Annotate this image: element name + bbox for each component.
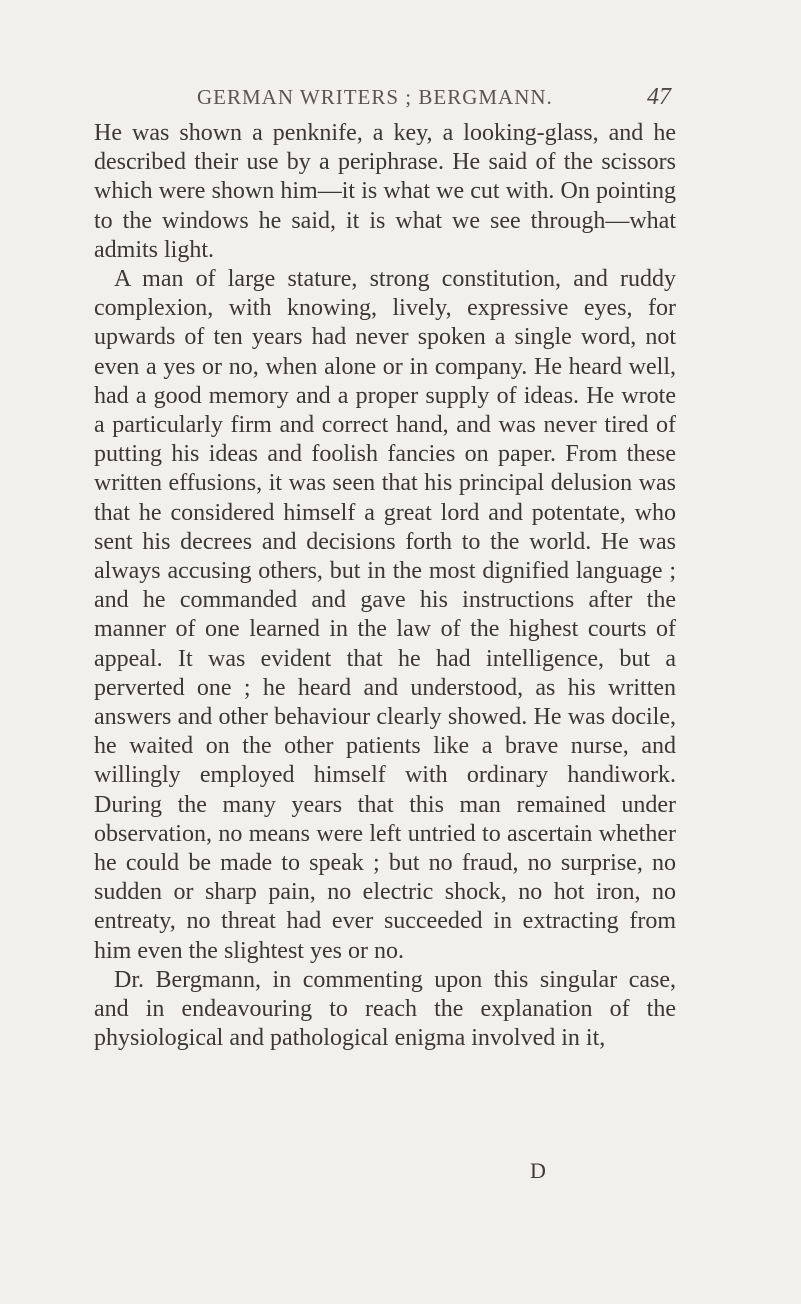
paragraph: Dr. Bergmann, in commenting upon this singular case, and in endeavouring to reach the explanation of the physiological and pathological enigma involved in it, [94,966,676,1052]
paragraph: He was shown a penknife, a key, a looking-glass, and he described their use by a periphrase. He said of the scissors which were shown him—it is what we cut with. On pointing to the windows he said, it is what we see through—what admits light. [94,120,676,263]
running-head: GERMAN WRITERS ; BERGMANN. [197,85,553,109]
body-text [94,119,676,1054]
paragraph: A man of large stature, strong constitution, and ruddy complexion, with knowing, lively, expressive eyes, for upwards of ten years had never spoken a single word, not even a yes or no, when alone or in company. He heard well, had a good memory and a proper supply of ideas. He wrote a particularly firm and correct hand, and was never tired of putting his ideas and foolish fancies on paper. From these written effusions, it was seen that his principal delusion was that he considered himself a great lord and potentate, who sent his decrees and decisions forth to the world. He was always accusing others, but in the most dignified language ; and he commanded and gave his instructions after the manner of one learned in the law of the highest courts of appeal. It was evident that he had intelligence, but a perverted one ; he heard and understood, as his written answers and other behaviour clearly showed. He was docile, he waited on the other patients like a brave nurse, and willingly employed himself with ordinary handiwork. During the many years that this man remained under observation, no means were left untried to ascertain whether he could be made to speak ; but no fraud, no surprise, no sudden or sharp pain, no electric shock, no hot iron, no entreaty, no threat had ever succeeded in extracting from him even the slightest yes or no. [94,266,676,964]
page-number: 47 [647,84,671,110]
signature-mark: D [530,1158,546,1183]
